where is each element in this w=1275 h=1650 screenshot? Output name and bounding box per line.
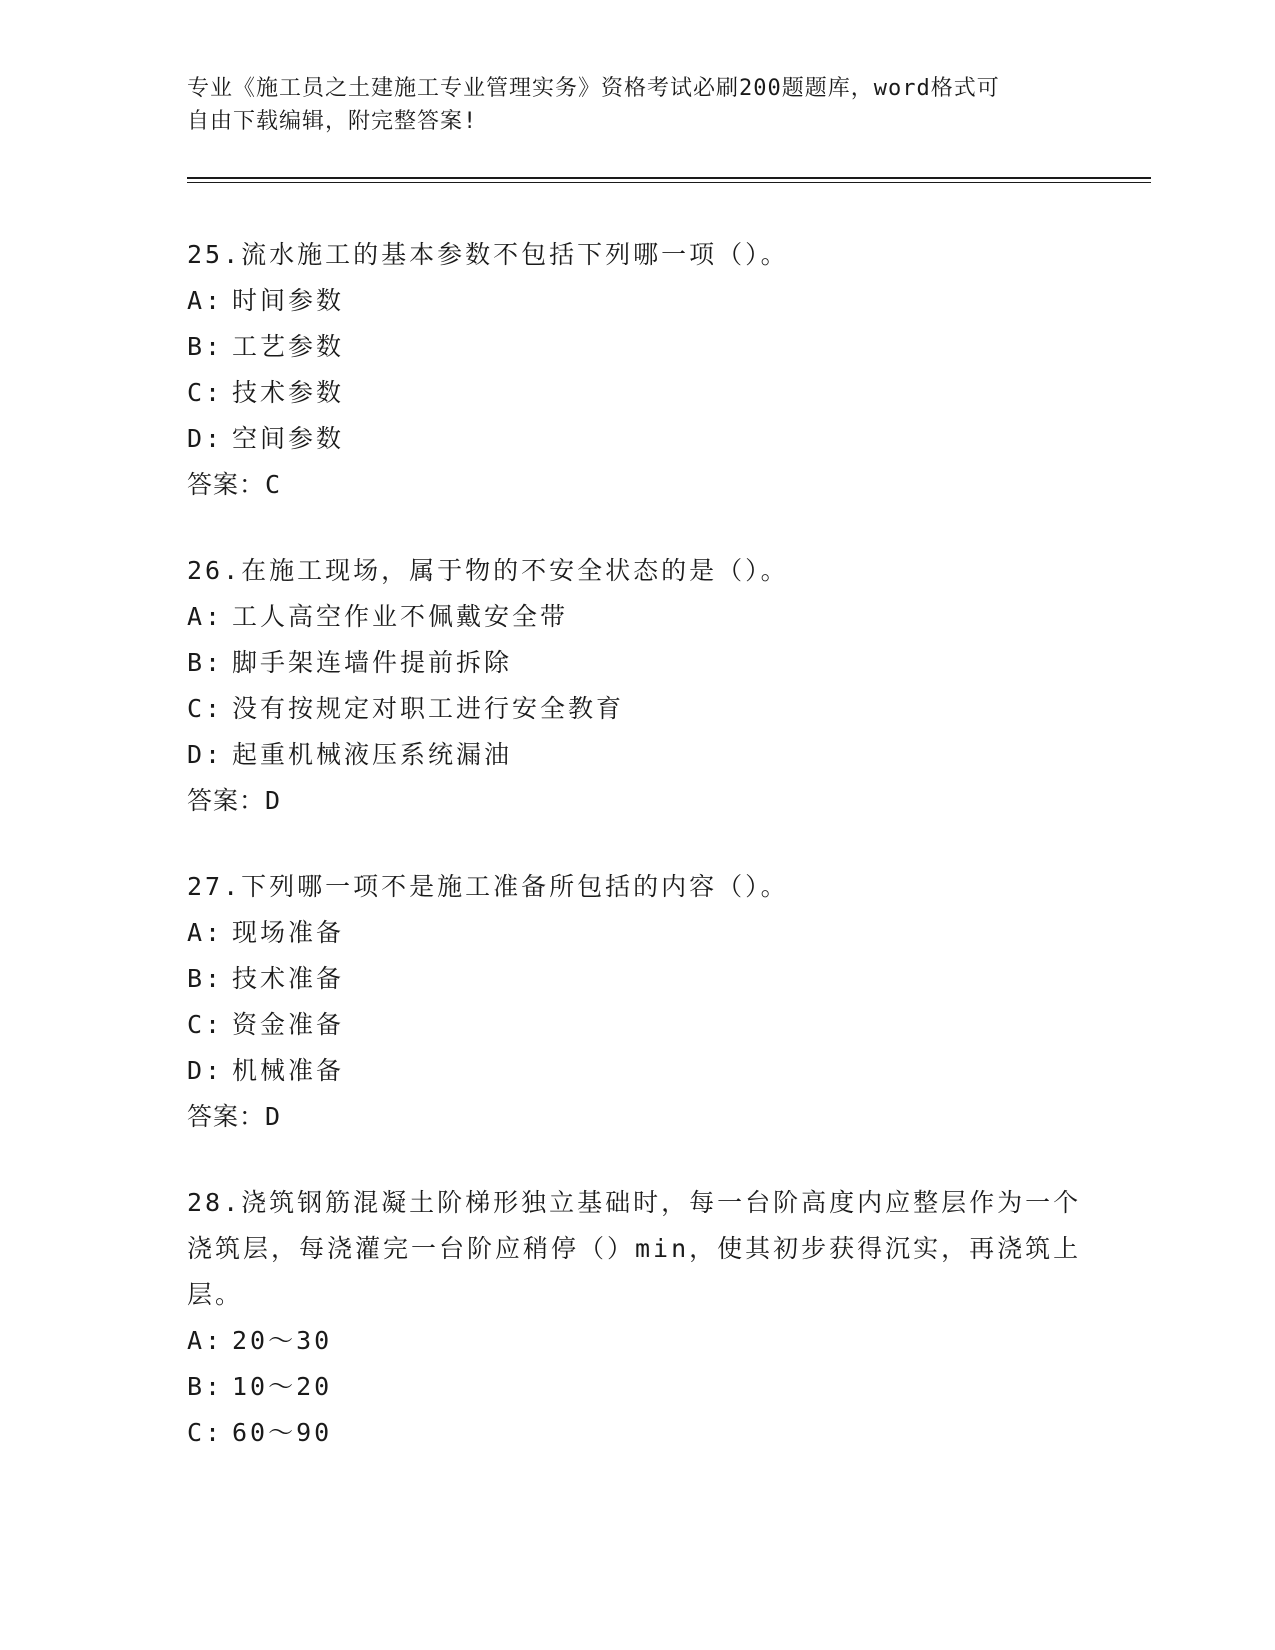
option-letter: B: [187,1372,224,1401]
option-text: 20～30 [232,1326,333,1355]
question-stem: 25.流水施工的基本参数不包括下列哪一项（）。 [187,240,789,269]
option-text: 10～20 [232,1372,333,1401]
header-line-2: 自由下载编辑，附完整答案! [187,109,478,134]
option-b [187,1364,1087,1410]
answer-line: 答案：D [187,786,282,815]
question-stem: 28.浇筑钢筋混凝土阶梯形独立基础时，每一台阶高度内应整层作为一个浇筑层，每浇灌完一台阶应稍停（）min，使其初步获得沉实，再浇筑上层。 [187,1188,1082,1309]
option-letter: A: [187,286,224,315]
option-text: 工艺参数 [232,332,345,361]
header-line-1: 专业《施工员之土建施工专业管理实务》资格考试必刷200题题库，word格式可 [187,76,1000,101]
answer-line: 答案：D [187,1102,282,1131]
question-stem: 27.下列哪一项不是施工准备所包括的内容（）。 [187,872,789,901]
question-stem: 26.在施工现场，属于物的不安全状态的是（）。 [187,556,789,585]
question-27 [187,864,1087,1140]
option-text: 起重机械液压系统漏油 [232,740,513,769]
option-text: 没有按规定对职工进行安全教育 [232,694,625,723]
option-d [187,1048,1087,1094]
header-divider-thin [187,182,1151,183]
option-text: 资金准备 [232,1010,345,1039]
option-text: 现场准备 [232,918,345,947]
option-text: 技术参数 [232,378,345,407]
option-c [187,1410,1087,1456]
option-letter: B: [187,964,224,993]
option-b [187,324,1087,370]
option-letter: C: [187,1418,224,1447]
option-d [187,416,1087,462]
option-c [187,370,1087,416]
option-letter: C: [187,694,224,723]
option-a [187,910,1087,956]
option-text: 空间参数 [232,424,345,453]
option-text: 时间参数 [232,286,345,315]
header-divider-thick [187,177,1151,179]
option-letter: C: [187,378,224,407]
option-c [187,686,1087,732]
question-26 [187,548,1087,824]
option-text: 脚手架连墙件提前拆除 [232,648,513,677]
option-text: 工人高空作业不佩戴安全带 [232,602,569,631]
option-letter: A: [187,1326,224,1355]
option-letter: A: [187,602,224,631]
option-b [187,956,1087,1002]
option-letter: B: [187,648,224,677]
question-28 [187,1180,1087,1456]
option-a [187,1318,1087,1364]
option-letter: B: [187,332,224,361]
option-letter: C: [187,1010,224,1039]
option-text: 技术准备 [232,964,345,993]
question-list [187,232,1087,1496]
option-a [187,278,1087,324]
option-text: 机械准备 [232,1056,345,1085]
option-letter: A: [187,918,224,947]
option-letter: D: [187,740,224,769]
option-text: 60～90 [232,1418,333,1447]
option-a [187,594,1087,640]
option-c [187,1002,1087,1048]
option-d [187,732,1087,778]
option-letter: D: [187,1056,224,1085]
option-letter: D: [187,424,224,453]
answer-line: 答案：C [187,470,282,499]
document-header [187,72,1087,138]
option-b [187,640,1087,686]
question-25 [187,232,1087,508]
